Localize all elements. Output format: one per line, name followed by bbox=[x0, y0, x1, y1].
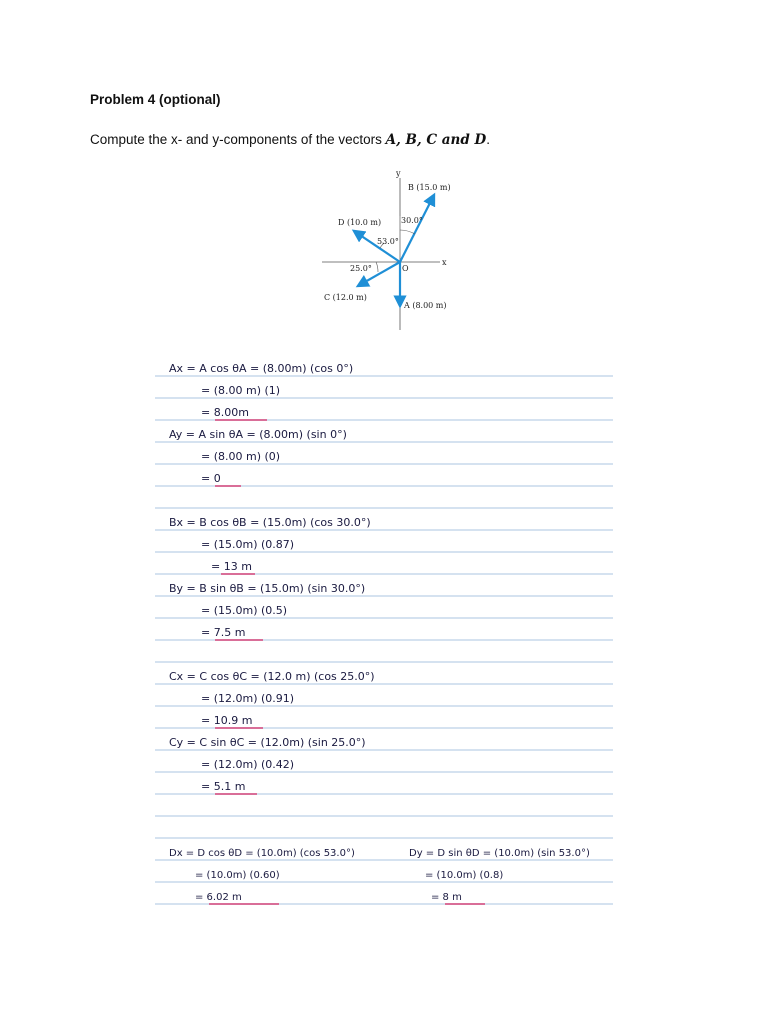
handwritten-solution bbox=[155, 342, 613, 918]
work-line-ax: Ax = A cos θA = (8.00m) (cos 0°) bbox=[169, 362, 354, 375]
problem-title: Problem 4 (optional) bbox=[90, 92, 221, 107]
work-line-cx: Cx = C cos θC = (12.0 m) (cos 25.0°) bbox=[169, 670, 375, 683]
angle-B-label: 30.0° bbox=[401, 216, 423, 225]
work-line: = (8.00 m) (0) bbox=[201, 450, 281, 463]
prompt-text: Compute the x- and y-components of the vectors bbox=[90, 132, 382, 147]
work-line: = 8.00m bbox=[201, 406, 249, 419]
work-line: = 6.02 m bbox=[195, 892, 242, 903]
vector-B bbox=[400, 195, 434, 262]
work-line: = (8.00 m) (1) bbox=[201, 384, 281, 397]
work-line: = (12.0m) (0.42) bbox=[201, 758, 295, 771]
work-line-ay: Ay = A sin θA = (8.00m) (sin 0°) bbox=[169, 428, 347, 441]
work-line: = (10.0m) (0.60) bbox=[195, 870, 280, 881]
work-line: = 0 bbox=[201, 472, 221, 485]
angle-D-label: 53.0° bbox=[377, 237, 399, 246]
problem-prompt bbox=[90, 132, 490, 148]
work-line: = 8 m bbox=[431, 892, 462, 903]
vector-list: A, B, C and D bbox=[385, 132, 487, 148]
label-B: B (15.0 m) bbox=[408, 183, 451, 192]
axis-x-label: x bbox=[442, 258, 447, 267]
work-line-cy: Cy = C sin θC = (12.0m) (sin 25.0°) bbox=[169, 736, 366, 749]
work-line: = 13 m bbox=[211, 560, 252, 573]
vector-diagram bbox=[300, 168, 460, 338]
work-line-dx: Dx = D cos θD = (10.0m) (cos 53.0°) bbox=[169, 848, 355, 859]
work-line: = 10.9 m bbox=[201, 714, 253, 727]
vector-D bbox=[354, 231, 400, 262]
label-C: C (12.0 m) bbox=[324, 293, 367, 302]
work-line: = (15.0m) (0.87) bbox=[201, 538, 295, 551]
label-A: A (8.00 m) bbox=[404, 301, 447, 310]
work-line: = (10.0m) (0.8) bbox=[425, 870, 504, 881]
work-line-dy: Dy = D sin θD = (10.0m) (sin 53.0°) bbox=[409, 848, 590, 859]
work-line-by: By = B sin θB = (15.0m) (sin 30.0°) bbox=[169, 582, 366, 595]
work-line: = 7.5 m bbox=[201, 626, 246, 639]
label-D: D (10.0 m) bbox=[338, 218, 382, 227]
work-line-bx: Bx = B cos θB = (15.0m) (cos 30.0°) bbox=[169, 516, 371, 529]
axis-y-label: y bbox=[396, 169, 401, 178]
work-line: = (15.0m) (0.5) bbox=[201, 604, 288, 617]
prompt-period: . bbox=[486, 132, 490, 147]
work-line: = 5.1 m bbox=[201, 780, 246, 793]
work-line: = (12.0m) (0.91) bbox=[201, 692, 295, 705]
angle-C-label: 25.0° bbox=[350, 264, 372, 273]
origin-label: O bbox=[402, 264, 409, 273]
